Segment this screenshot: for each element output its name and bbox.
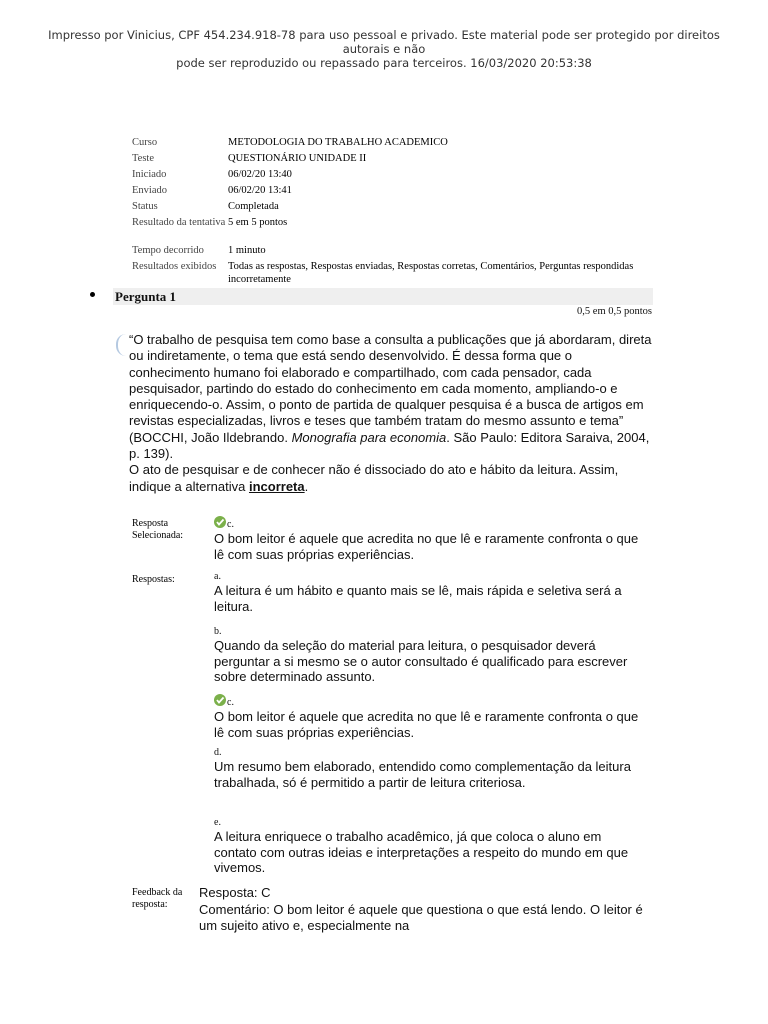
print-watermark: [30, 28, 738, 70]
question-paragraph-2: [129, 462, 654, 495]
answer-letter: d.: [214, 747, 222, 758]
answers-label: Respostas:: [132, 574, 175, 585]
meta-key: Iniciado: [132, 169, 167, 180]
answer-option-e: [214, 817, 644, 876]
meta-value: QUESTIONÁRIO UNIDADE II: [228, 153, 367, 164]
selected-answer-letter-row: [214, 516, 644, 531]
meta-key: Resultados exibidos: [132, 261, 217, 272]
meta-key: Resultado da tentativa: [132, 217, 226, 228]
meta-value: METODOLOGIA DO TRABALHO ACADEMICO: [228, 137, 448, 148]
meta-row-submitted: [128, 184, 653, 200]
answer-letter: b.: [214, 626, 222, 637]
answer-letter: c.: [227, 697, 234, 708]
watermark-line-1: Impresso por Vinicius, CPF 454.234.918-78 para uso pessoal e privado. Este material pode ser protegido por direitos autorais e não: [48, 28, 720, 56]
answer-letter-row: [214, 694, 644, 709]
quote-icon: [116, 334, 128, 356]
answer-option-d: [214, 747, 644, 790]
attempt-summary-table: [128, 136, 653, 288]
meta-key: Status: [132, 201, 158, 212]
answer-letter: e.: [214, 817, 221, 828]
question-bullet: [90, 292, 95, 297]
meta-key: Enviado: [132, 185, 167, 196]
meta-value: 5 em 5 pontos: [228, 217, 288, 228]
meta-value: 1 minuto: [228, 245, 266, 256]
question-paragraph-1: [129, 332, 654, 462]
answer-text: O bom leitor é aquele que acredita no que lê e raramente confronta o que lê com suas próprias experiências.: [214, 709, 639, 740]
question-text-part: “O trabalho de pesquisa tem como base a consulta a publicações que já abordaram, direta ou indiretamente, o tema que está sendo desenvolvido. É dessa forma que o conhecimento humano foi elaborado e compartilhado, com cada pensador, cada pesquisador, partindo do estado do conhecimento em cada momento, ampliando-o e enriquecendo-o. Assim, o ponto de partida de qualquer pesquisa é a busca de artigos em revistas especializadas, livros e teses que também tratam do mesmo assunto e tema” (BOCCHI, João Ildebrando.: [129, 332, 652, 445]
meta-value: 06/02/20 13:40: [228, 169, 292, 180]
feedback-answer: Resposta: C: [199, 885, 271, 900]
answer-letter: c.: [227, 519, 234, 530]
emphasis-incorreta: incorreta: [248, 478, 305, 494]
feedback-label: Feedback da resposta:: [132, 887, 183, 910]
meta-key: Tempo decorrido: [132, 245, 204, 256]
selected-answer-label: Resposta Selecionada:: [132, 518, 184, 541]
meta-key: Curso: [132, 137, 158, 148]
question-points: 0,5 em 0,5 pontos: [577, 306, 652, 317]
meta-key: Teste: [132, 153, 155, 164]
citation-title: Monografia para economia: [291, 429, 447, 445]
meta-row-result: [128, 216, 653, 244]
answer-option-b: [214, 626, 644, 685]
answer-letter: a.: [214, 571, 221, 582]
meta-value: Todas as respostas, Respostas enviadas, Respostas corretas, Comentários, Perguntas respondidas incorretamente: [228, 261, 634, 285]
answer-text: Um resumo bem elaborado, entendido como complementação da leitura trabalhada, só é permitido a partir de leitura criteriosa.: [214, 759, 631, 790]
meta-row-course: [128, 136, 653, 152]
meta-value: 06/02/20 13:41: [228, 185, 292, 196]
feedback-comment: Comentário: O bom leitor é aquele que questiona o que está lendo. O leitor é um sujeito ativo e, especialmente na: [199, 901, 643, 933]
answer-text: A leitura enriquece o trabalho acadêmico, já que coloca o aluno em contato com outras ideias e interpretações a respeito do mundo em que vivemos.: [214, 829, 629, 875]
selected-answer: [214, 516, 644, 562]
answer-text: O bom leitor é aquele que acredita no que lê e raramente confronta o que lê com suas próprias experiências.: [214, 531, 639, 562]
feedback-content: [199, 885, 649, 935]
meta-value: Completada: [228, 201, 279, 212]
question-text-part: O ato de pesquisar e de conhecer não é dissociado do ato e hábito da leitura. Assim, indique a alternativa: [129, 462, 619, 494]
correct-check-icon: [214, 516, 226, 528]
question-text-part: . São Paulo: Editora Saraiva, 2004, p. 139).: [129, 429, 650, 462]
answer-option-a: [214, 571, 644, 614]
answer-text: Quando da seleção do material para leitura, o pesquisador deverá perguntar a si mesmo se o autor consultado é qualificado para escrever sobre determinado assunto.: [214, 638, 628, 684]
watermark-line-2: pode ser reproduzido ou repassado para terceiros. 16/03/2020 20:53:38: [176, 56, 592, 70]
meta-row-test: [128, 152, 653, 168]
question-header: Pergunta 1: [113, 288, 653, 305]
meta-row-status: [128, 200, 653, 216]
answer-option-c: [214, 694, 644, 740]
meta-row-elapsed: [128, 244, 653, 260]
meta-row-results-shown: [128, 260, 653, 288]
question-text: [129, 332, 654, 495]
meta-row-started: [128, 168, 653, 184]
question-text-part: .: [304, 478, 309, 494]
answer-text: A leitura é um hábito e quanto mais se lê, mais rápida e seletiva será a leitura.: [214, 583, 622, 614]
correct-check-icon: [214, 694, 226, 706]
